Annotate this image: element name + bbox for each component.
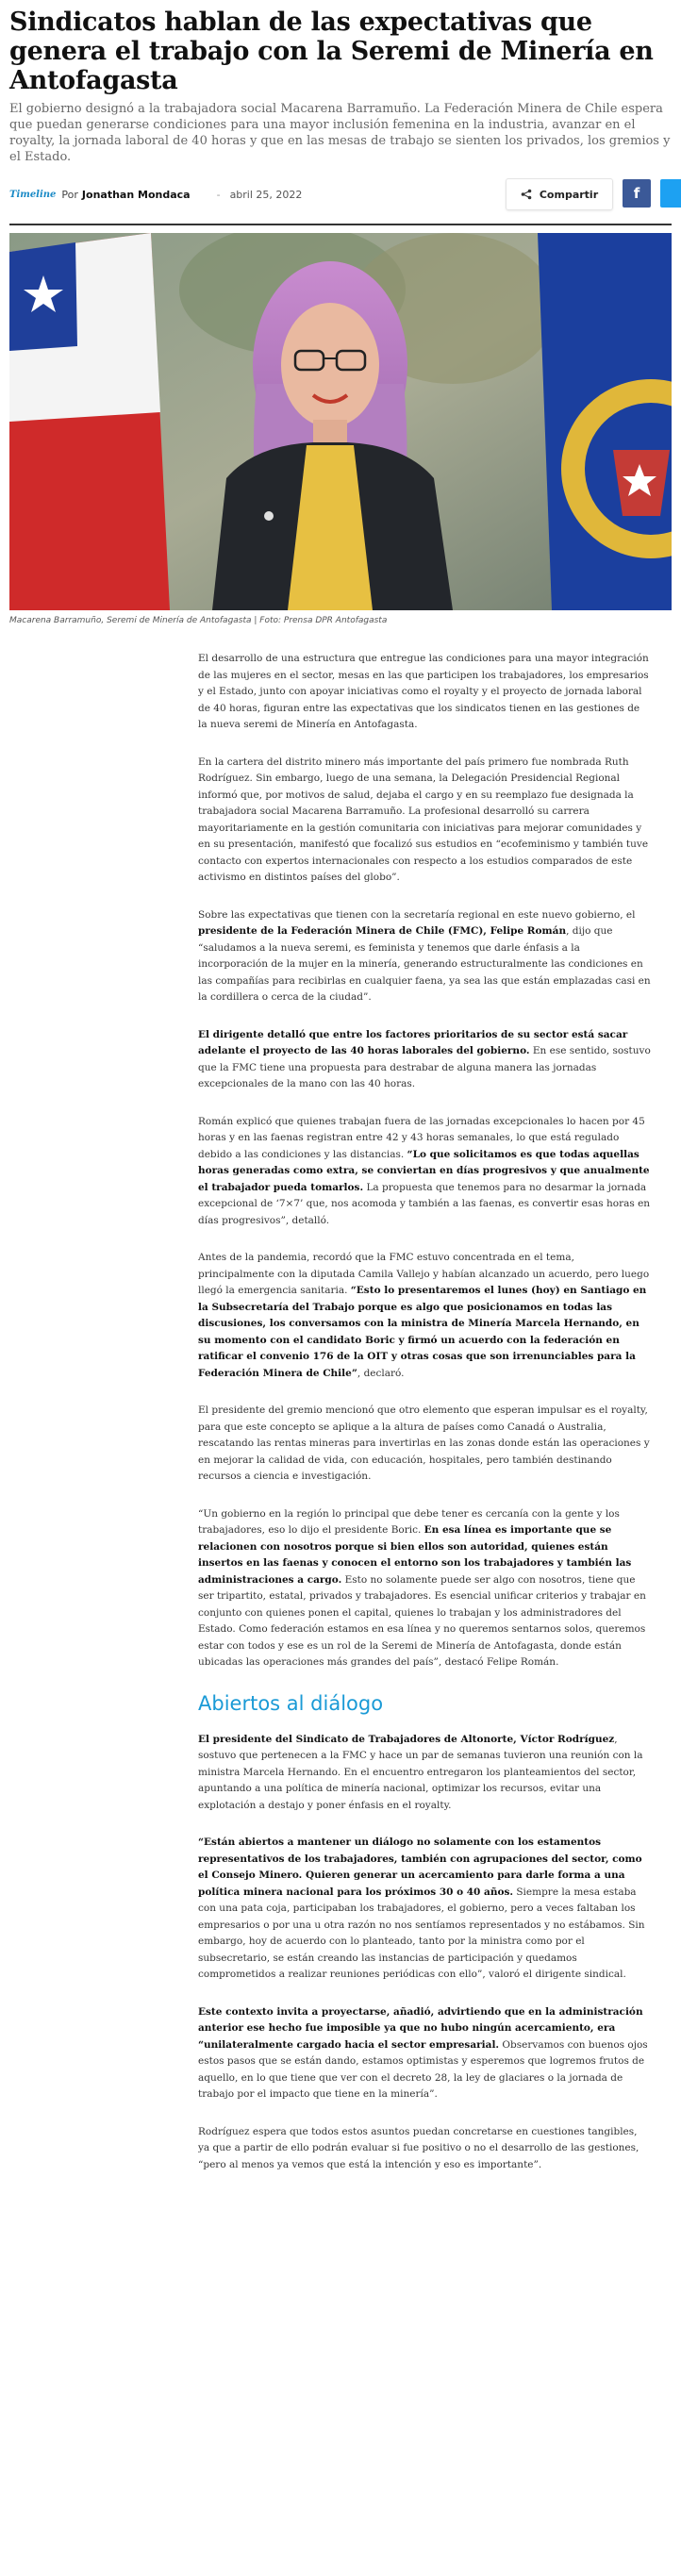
facebook-share-button[interactable]	[623, 179, 651, 208]
paragraph	[198, 1835, 651, 1984]
text-run: , declaró.	[357, 1367, 405, 1379]
text-run: , dijo que “saludamos a la nueva seremi, es feminista y tenemos que darle énfasis a la incorporación de la mujer en la minería, generando estructuralmente las condiciones en las compañías para recibirlas en cualquier faena, ya sea las que están emplazadas casi en la cordillera o cerca de la ciudad”.	[198, 925, 651, 1003]
share-icon	[521, 189, 532, 200]
text-run: Observamos con buenos ojos estos pasos que se están dando, estamos optimistas y esperemos que logremos frutos de aquello, en lo que tiene que ver con el decreto 28, la ley de glaciares o la jornada de trabajo por el impacto que tiene en la minería”.	[198, 2038, 648, 2100]
paragraph	[198, 1250, 651, 1382]
header-divider	[9, 224, 672, 225]
article-header	[0, 8, 681, 625]
bold-text: Este contexto invita a proyectarse, añadió, advirtiendo que en la administración anterior ese hecho fue imposible ya que no hubo ningún acercamiento, era “unilateralmente cargado hacia el sector empresarial.	[198, 2005, 643, 2051]
text-run: La propuesta que tenemos para no desarmar la jornada excepcional de ‘7×7’ que, nos acomoda y también a las faenas, es convertir esas horas en días progresivos”, detalló.	[198, 1181, 651, 1226]
text-run: Esto no solamente puede ser algo con nosotros, tiene que ser tripartito, estatal, privados y trabajadores. Es esencial unificar criterios y trabajar en conjunto con quienes ponen el capital, quienes lo trabajan y los administradores del Estado. Como federación estamos en esa línea y no queremos sentarnos solos, queremos estar con todos y ese es un rol de la Seremi de Minería de Antofagasta, donde están ubicadas las operaciones más grandes del país”, destacó Felipe Román.	[198, 1573, 646, 1668]
text-run: Román explicó que quienes trabajan fuera de las jornadas excepcionales lo hacen por 45 horas y en las faenas registran entre 42 y 43 horas semanales, lo que está regulado debido a las condiciones y las distancias.	[198, 1115, 645, 1160]
article-body	[198, 651, 651, 2194]
bold-text: “Están abiertos a mantener un diálogo no solamente con los estamentos representativos de los trabajadores, también con agrupaciones del sector, como el Consejo Minero. Quieren generar un acercamiento para darle forma a una política minera nacional para los próximos 30 o 40 años.	[198, 1836, 642, 1898]
publish-date: abril 25, 2022	[229, 188, 303, 201]
paragraph	[198, 1114, 651, 1230]
paragraph: Rodríguez espera que todos estos asuntos puedan concretarse en cuestiones tangibles, ya que a partir de ello podrán evaluar si fue positivo o no el desarrollo de las gestiones, “pero al menos ya vemos que está la intención y eso es importante”.	[198, 2125, 639, 2170]
by-label: Por	[61, 188, 78, 201]
text-run: “Un gobierno en la región lo principal que debe tener es cercanía con la gente y los trabajadores, eso lo dijo el presidente Boric.	[198, 1507, 620, 1536]
text-run: , sostuvo que pertenecen a la FMC y hace un par de semanas tuvieron una reunión con la ministra Marcela Hernando. En el encuentro entregaron los planteamientos del sector, apuntando a una política de minería nacional, optimizar los recursos, evitar una explotación a destajo y poner énfasis en el royalty.	[198, 1733, 643, 1811]
author-link[interactable]: Jonathan Mondaca	[81, 188, 191, 201]
text-run: En ese sentido, sostuvo que la FMC tiene una propuesta para destrabar de alguna manera las jornadas excepcionales de la mano con las 40 horas.	[198, 1045, 651, 1089]
share-label: Compartir	[539, 188, 599, 201]
paragraph: El presidente del gremio mencionó que otro elemento que esperan impulsar es el royalty, para que este concepto se aplique a la altura de países como Canadá o Australia, rescatando las rentas mineras para invertirlas en las zonas donde están las operaciones y en mejorar la calidad de vida, con educación, hospitales, pero también destinando recursos a ciencia e investigación.	[198, 1404, 650, 1482]
bold-text: “Lo que solicitamos es que todas aquellas horas generadas como extra, se conviertan en días progresivos y que anualmente el trabajador pueda tomarlos.	[198, 1148, 650, 1193]
bold-text: presidente de la Federación Minera de Chile (FMC), Felipe Román	[198, 925, 567, 937]
facebook-icon: f	[633, 185, 640, 202]
featured-photo	[9, 233, 672, 610]
paragraph	[198, 2004, 651, 2103]
twitter-share-button[interactable]	[660, 179, 681, 208]
share-button[interactable]	[506, 178, 613, 210]
site-logo[interactable]: Timeline	[9, 189, 57, 200]
bold-text: El presidente del Sindicato de Trabajadores de Altonorte, Víctor Rodríguez	[198, 1733, 615, 1745]
article-subtitle: El gobierno designó a la trabajadora social Macarena Barramuño. La Federación Minera de Chile espera que puedan generarse condiciones para una mayor inclusión femenina en la industria, avanzar en el royalty, la jornada laboral de 40 horas y que en las mesas de trabajo se sienten los privados, los gremios y el Estado.	[9, 102, 671, 164]
text-run: Siempre la mesa estaba con una pata coja, participaban los trabajadores, el gobierno, pero a veces faltaban los empresarios o por una u otra razón no nos sentíamos representados y no estábamos. Sin embargo, hoy de acuerdo con lo planteado, tanto por la ministra como por el subsecretario, se están creando las instancias de participación y quedamos comprometidos a realizar reuniones periódicas con ello”, valoró el dirigente sindical.	[198, 1886, 645, 1980]
bold-text: El dirigente detalló que entre los factores prioritarios de su sector está sacar adelante el proyecto de las 40 horas laborales del gobierno.	[198, 1028, 628, 1056]
text-run: Sobre las expectativas que tienen con la secretaría regional en este nuevo gobierno, el	[198, 908, 636, 921]
paragraph	[198, 907, 651, 1006]
photo-illustration	[9, 233, 672, 610]
meta-row	[9, 178, 672, 210]
section-heading: Abiertos al diálogo	[198, 1691, 384, 1715]
bold-text: En esa línea es importante que se relacionen con nosotros porque si bien ellos son autoridad, quienes están insertos en las faenas y conocen el entorno son los trabajadores y también las administraciones a cargo.	[198, 1524, 632, 1586]
paragraph: En la cartera del distrito minero más importante del país primero fue nombrada Ruth Rodríguez. Sin embargo, luego de una semana, la Delegación Presidencial Regional informó que, por motivos de salud, dejaba el cargo y en su reemplazo fue designada la trabajadora social Macarena Barramuño. La profesional desarrolló su carrera mayoritariamente en la gestión comunitaria con iniciativas para mejorar comunidades y en su presentación, manifestó que focalizó sus estudios en “ecofeminismo y también tuve contacto con expertos internacionales con respecto a los estudios comparados de este activismo en distintos países del globo”.	[198, 756, 649, 883]
paragraph	[198, 1732, 651, 1815]
article-title: Sindicatos hablan de las expectativas que genera el trabajo con la Seremi de Minería en Antofagasta	[9, 8, 654, 95]
bold-text: “Esto lo presentaremos el lunes (hoy) en Santiago en la Subsecretaría del Trabajo porque es algo que posicionamos en todas las discusiones, los conversamos con la ministra de Minería Marcela Hernando, en su momento con el candidato Boric y firmó un acuerdo con la federación en ratificar el convenio 176 de la OIT y otras cosas que son irrenunciables para la Federación Minera de Chile”	[198, 1285, 647, 1379]
paragraph	[198, 1027, 651, 1093]
paragraph: El desarrollo de una estructura que entregue las condiciones para una mayor integración de las mujeres en el sector, mesas en las que participen los trabajadores, los empresarios y el Estado, junto con apoyar iniciativas como el royalty y el proyecto de jornada laboral de 40 horas, figuran entre las expectativas que los sindicatos tienen en las gestiones de la nueva seremi de Minería en Antofagasta.	[198, 653, 649, 730]
text-run: Antes de la pandemia, recordó que la FMC estuvo concentrada en el tema, principalmente con la diputada Camila Vallejo y habían alcanzado un acuerdo, pero luego llegó la emergencia sanitaria.	[198, 1252, 650, 1296]
paragraph	[198, 1506, 651, 1671]
photo-caption: Macarena Barramuño, Seremi de Minería de Antofagasta | Foto: Prensa DPR Antofagasta	[9, 616, 388, 625]
meta-separator: -	[216, 188, 221, 201]
